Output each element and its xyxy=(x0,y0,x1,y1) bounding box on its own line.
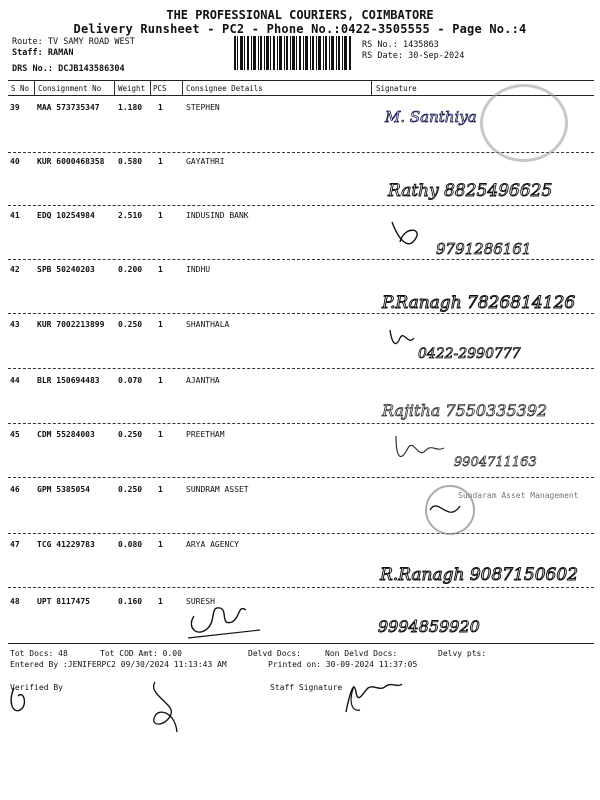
delivered-docs: Delvd Docs: xyxy=(248,649,301,658)
row-weight: 0.200 xyxy=(118,265,143,274)
handwritten-signature xyxy=(378,372,593,424)
svg-text:Rajitha 7550335392: Rajitha 7550335392 xyxy=(382,401,548,420)
company-stamp xyxy=(480,84,568,162)
row-sno: 47 xyxy=(10,540,20,549)
staff-label: Staff: xyxy=(12,48,43,58)
table-top-border xyxy=(8,80,594,81)
column-divider xyxy=(182,80,183,95)
row-sno: 46 xyxy=(10,485,20,494)
header-consignee: Consignee Details xyxy=(186,84,263,93)
row-sno: 41 xyxy=(10,211,20,220)
verified-by-label: Verified By xyxy=(10,683,63,692)
handwritten-signature xyxy=(378,534,593,588)
rs-no-line xyxy=(362,40,439,50)
row-consignee: SURESH xyxy=(186,597,215,606)
drs-label: DRS No.: xyxy=(12,64,53,74)
header-sno: S No xyxy=(11,84,30,93)
route-line xyxy=(12,37,135,47)
header-pcs: PCS xyxy=(153,84,167,93)
rs-no-value: 1435863 xyxy=(402,40,439,50)
staff-signature-label: Staff Signature xyxy=(270,683,343,692)
row-consignee: SHANTHALA xyxy=(186,320,230,329)
row-weight: 0.250 xyxy=(118,485,143,494)
svg-text:Rathy 8825496625: Rathy 8825496625 xyxy=(388,181,553,201)
row-weight: 0.250 xyxy=(118,430,143,439)
handwritten-signature xyxy=(378,208,593,260)
row-weight: 2.510 xyxy=(118,211,143,220)
row-sno: 42 xyxy=(10,265,20,274)
row-weight: 0.080 xyxy=(118,540,143,549)
row-consignee: INDHU xyxy=(186,265,211,274)
row-consignment: TCG 41229783 xyxy=(37,540,95,549)
drs-line xyxy=(12,64,125,74)
verified-signature xyxy=(145,678,185,736)
row-consignee: AJANTHA xyxy=(186,376,220,385)
header-consignment: Consignment No xyxy=(38,84,102,93)
row-sno: 39 xyxy=(10,103,20,112)
row-consignment: CDM 55284003 xyxy=(37,430,95,439)
row-consignee: GAYATHRI xyxy=(186,157,225,166)
row-sno: 43 xyxy=(10,320,20,329)
staff-line xyxy=(12,48,73,58)
row-consignment: UPT 8117475 xyxy=(37,597,90,606)
column-divider xyxy=(114,80,115,95)
row-pcs: 1 xyxy=(158,265,163,274)
rs-no-label: RS No.: xyxy=(362,40,398,50)
non-delivered-docs: Non Delvd Docs: xyxy=(325,649,398,658)
row-pcs: 1 xyxy=(158,103,163,112)
handwritten-signature xyxy=(376,590,591,642)
row-pcs: 1 xyxy=(158,430,163,439)
row-pcs: 1 xyxy=(158,157,163,166)
svg-text:R.Ranagh 9087150602: R.Ranagh 9087150602 xyxy=(380,565,579,585)
row-consignee: INDUSIND BANK xyxy=(186,211,249,220)
row-sno: 40 xyxy=(10,157,20,166)
staff-value: RAMAN xyxy=(47,48,74,58)
row-pcs: 1 xyxy=(158,211,163,220)
row-weight: 0.070 xyxy=(118,376,143,385)
rs-date-label: RS Date: xyxy=(362,51,403,61)
svg-text:9791286161: 9791286161 xyxy=(436,240,532,258)
company-stamp xyxy=(378,480,593,534)
total-docs: Tot Docs: 48 xyxy=(10,649,68,658)
column-divider xyxy=(34,80,35,95)
total-cod-amount: Tot COD Amt: 0.00 xyxy=(100,649,182,658)
row-weight: 0.160 xyxy=(118,597,143,606)
row-weight: 0.250 xyxy=(118,320,143,329)
row-consignment: EDQ 10254984 xyxy=(37,211,95,220)
runsheet-title: Delivery Runsheet - PC2 - Phone No.:0422-3505555 - Page No.:4 xyxy=(73,22,527,36)
route-label: Route: xyxy=(12,37,43,47)
staff-signature xyxy=(340,672,410,718)
row-pcs: 1 xyxy=(158,376,163,385)
row-weight: 1.180 xyxy=(118,103,143,112)
column-divider xyxy=(150,80,151,95)
row-sno: 44 xyxy=(10,376,20,385)
drs-value: DCJB143586304 xyxy=(58,64,125,74)
row-consignee: STEPHEN xyxy=(186,103,220,112)
row-consignment: MAA 573735347 xyxy=(37,103,100,112)
svg-text:Sundaram Asset Management: Sundaram Asset Management xyxy=(458,491,579,500)
header-signature: Signature xyxy=(376,84,417,93)
company-title: THE PROFESSIONAL COURIERS, COIMBATORE xyxy=(166,8,434,22)
row-consignment: KUR 6000468358 xyxy=(37,157,105,166)
row-pcs: 1 xyxy=(158,597,163,606)
header-weight: Weight xyxy=(118,84,146,93)
rs-date-line xyxy=(362,51,464,61)
row-pcs: 1 xyxy=(158,320,163,329)
row-consignment: BLR 150694483 xyxy=(37,376,100,385)
row-sno: 48 xyxy=(10,597,20,606)
printed-on: Printed on: 30-09-2024 11:37:05 xyxy=(268,660,418,669)
delivery-points: Delvy pts: xyxy=(438,649,487,658)
barcode-image xyxy=(234,36,352,70)
row-consignee: ARYA AGENCY xyxy=(186,540,239,549)
row-consignee: SUNDRAM ASSET xyxy=(186,485,249,494)
row-pcs: 1 xyxy=(158,540,163,549)
rs-date-value: 30-Sep-2024 xyxy=(408,51,465,61)
svg-text:9994859920: 9994859920 xyxy=(378,617,480,636)
table-bottom-border xyxy=(8,643,594,644)
row-consignment: SPB 50240203 xyxy=(37,265,95,274)
row-weight: 0.580 xyxy=(118,157,143,166)
row-consignment: KUR 7002213899 xyxy=(37,320,105,329)
row-consignment: GPM 5385054 xyxy=(37,485,90,494)
row-sno: 45 xyxy=(10,430,20,439)
handwritten-signature xyxy=(378,152,593,206)
svg-text:0422-2990777: 0422-2990777 xyxy=(418,346,521,362)
entered-by: Entered By :JENIFERPC2 09/30/2024 11:13:43 AM xyxy=(10,660,227,669)
row-pcs: 1 xyxy=(158,485,163,494)
verified-signature xyxy=(6,680,36,720)
consignee-signature xyxy=(180,592,270,642)
row-consignee: PREETHAM xyxy=(186,430,225,439)
svg-text:M. Santhiya: M. Santhiya xyxy=(385,108,477,126)
svg-text:9904711163: 9904711163 xyxy=(454,455,537,470)
column-divider xyxy=(371,80,372,95)
route-value: TV SAMY ROAD WEST xyxy=(47,37,135,47)
handwritten-signature xyxy=(378,262,593,314)
handwritten-signature xyxy=(378,318,593,370)
svg-text:P.Ranagh 7826814126: P.Ranagh 7826814126 xyxy=(382,293,576,313)
handwritten-signature xyxy=(378,426,593,478)
